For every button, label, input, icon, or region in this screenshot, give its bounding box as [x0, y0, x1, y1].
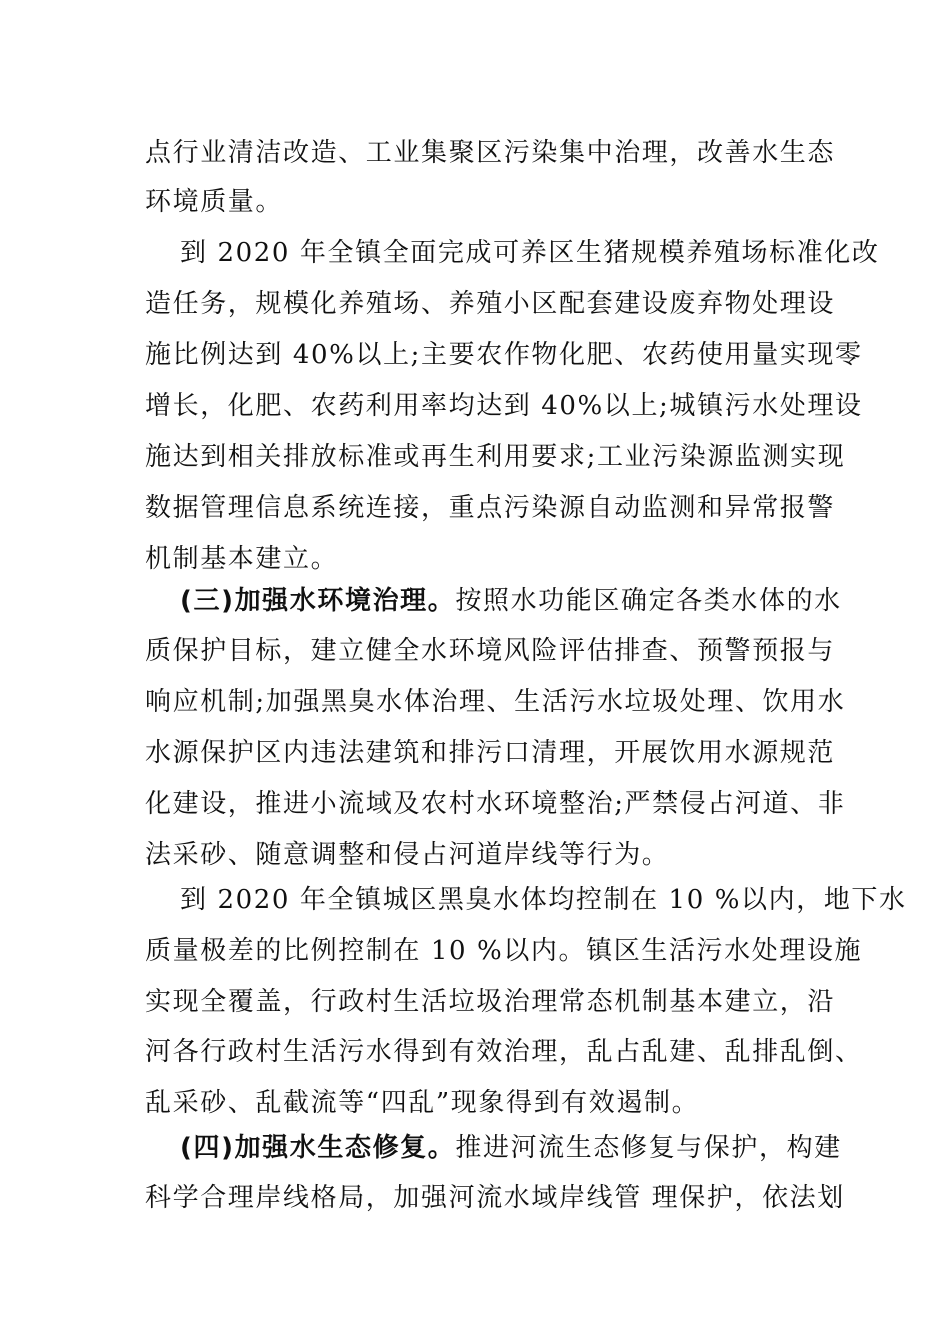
section-heading-4: (四)加强水生态修复。	[180, 1133, 456, 1163]
text-line: 造任务，规模化养殖场、养殖小区配套建设废弃物处理设	[145, 289, 836, 319]
section-heading-line	[180, 1128, 850, 1168]
text-line: 化建设，推进小流域及农村水环境整治;严禁侵占河道、非	[145, 789, 846, 819]
section-heading-line	[180, 581, 850, 621]
text-line: 机制基本建立。	[145, 544, 339, 574]
text-line: 法采砂、随意调整和侵占河道岸线等行为。	[145, 840, 670, 870]
text-line: 乱采砂、乱截流等“四乱”现象得到有效遏制。	[145, 1088, 700, 1118]
text-line: 环境质量。	[145, 187, 284, 217]
paragraph-start-line: 到 2020 年全镇全面完成可养区生猪规模养殖场标准化改	[180, 238, 880, 268]
text-line: 点行业清洁改造、工业集聚区污染集中治理，改善水生态	[145, 138, 836, 168]
text-line: 质量极差的比例控制在 10 %以内。镇区生活污水处理设施	[145, 936, 863, 966]
text-line: 科学合理岸线格局，加强河流水域岸线管 理保护，依法划	[145, 1183, 845, 1213]
text-line: 水源保护区内违法建筑和排污口清理，开展饮用水源规范	[145, 738, 836, 768]
text-line: 响应机制;加强黑臭水体治理、生活污水垃圾处理、饮用水	[145, 687, 846, 717]
text-line: 增长，化肥、农药利用率均达到 40%以上;城镇污水处理设	[145, 391, 863, 421]
text-line: 质保护目标，建立健全水环境风险评估排查、预警预报与	[145, 636, 836, 666]
text-line: 数据管理信息系统连接，重点污染源自动监测和异常报警	[145, 493, 836, 523]
section-text: 推进河流生态修复与保护，构建	[455, 1133, 842, 1163]
text-line: 河各行政村生活污水得到有效治理，乱占乱建、乱排乱倒、	[145, 1037, 863, 1067]
section-heading-3: (三)加强水环境治理。	[180, 586, 456, 616]
paragraph-start-line: 到 2020 年全镇城区黑臭水体均控制在 10 %以内，地下水	[180, 885, 907, 915]
text-line: 实现全覆盖，行政村生活垃圾治理常态机制基本建立，沿	[145, 987, 836, 1017]
section-text: 按照水功能区确定各类水体的水	[455, 586, 842, 616]
text-line: 施比例达到 40%以上;主要农作物化肥、农药使用量实现零	[145, 340, 863, 370]
text-line: 施达到相关排放标准或再生利用要求;工业污染源监测实现	[145, 442, 846, 472]
